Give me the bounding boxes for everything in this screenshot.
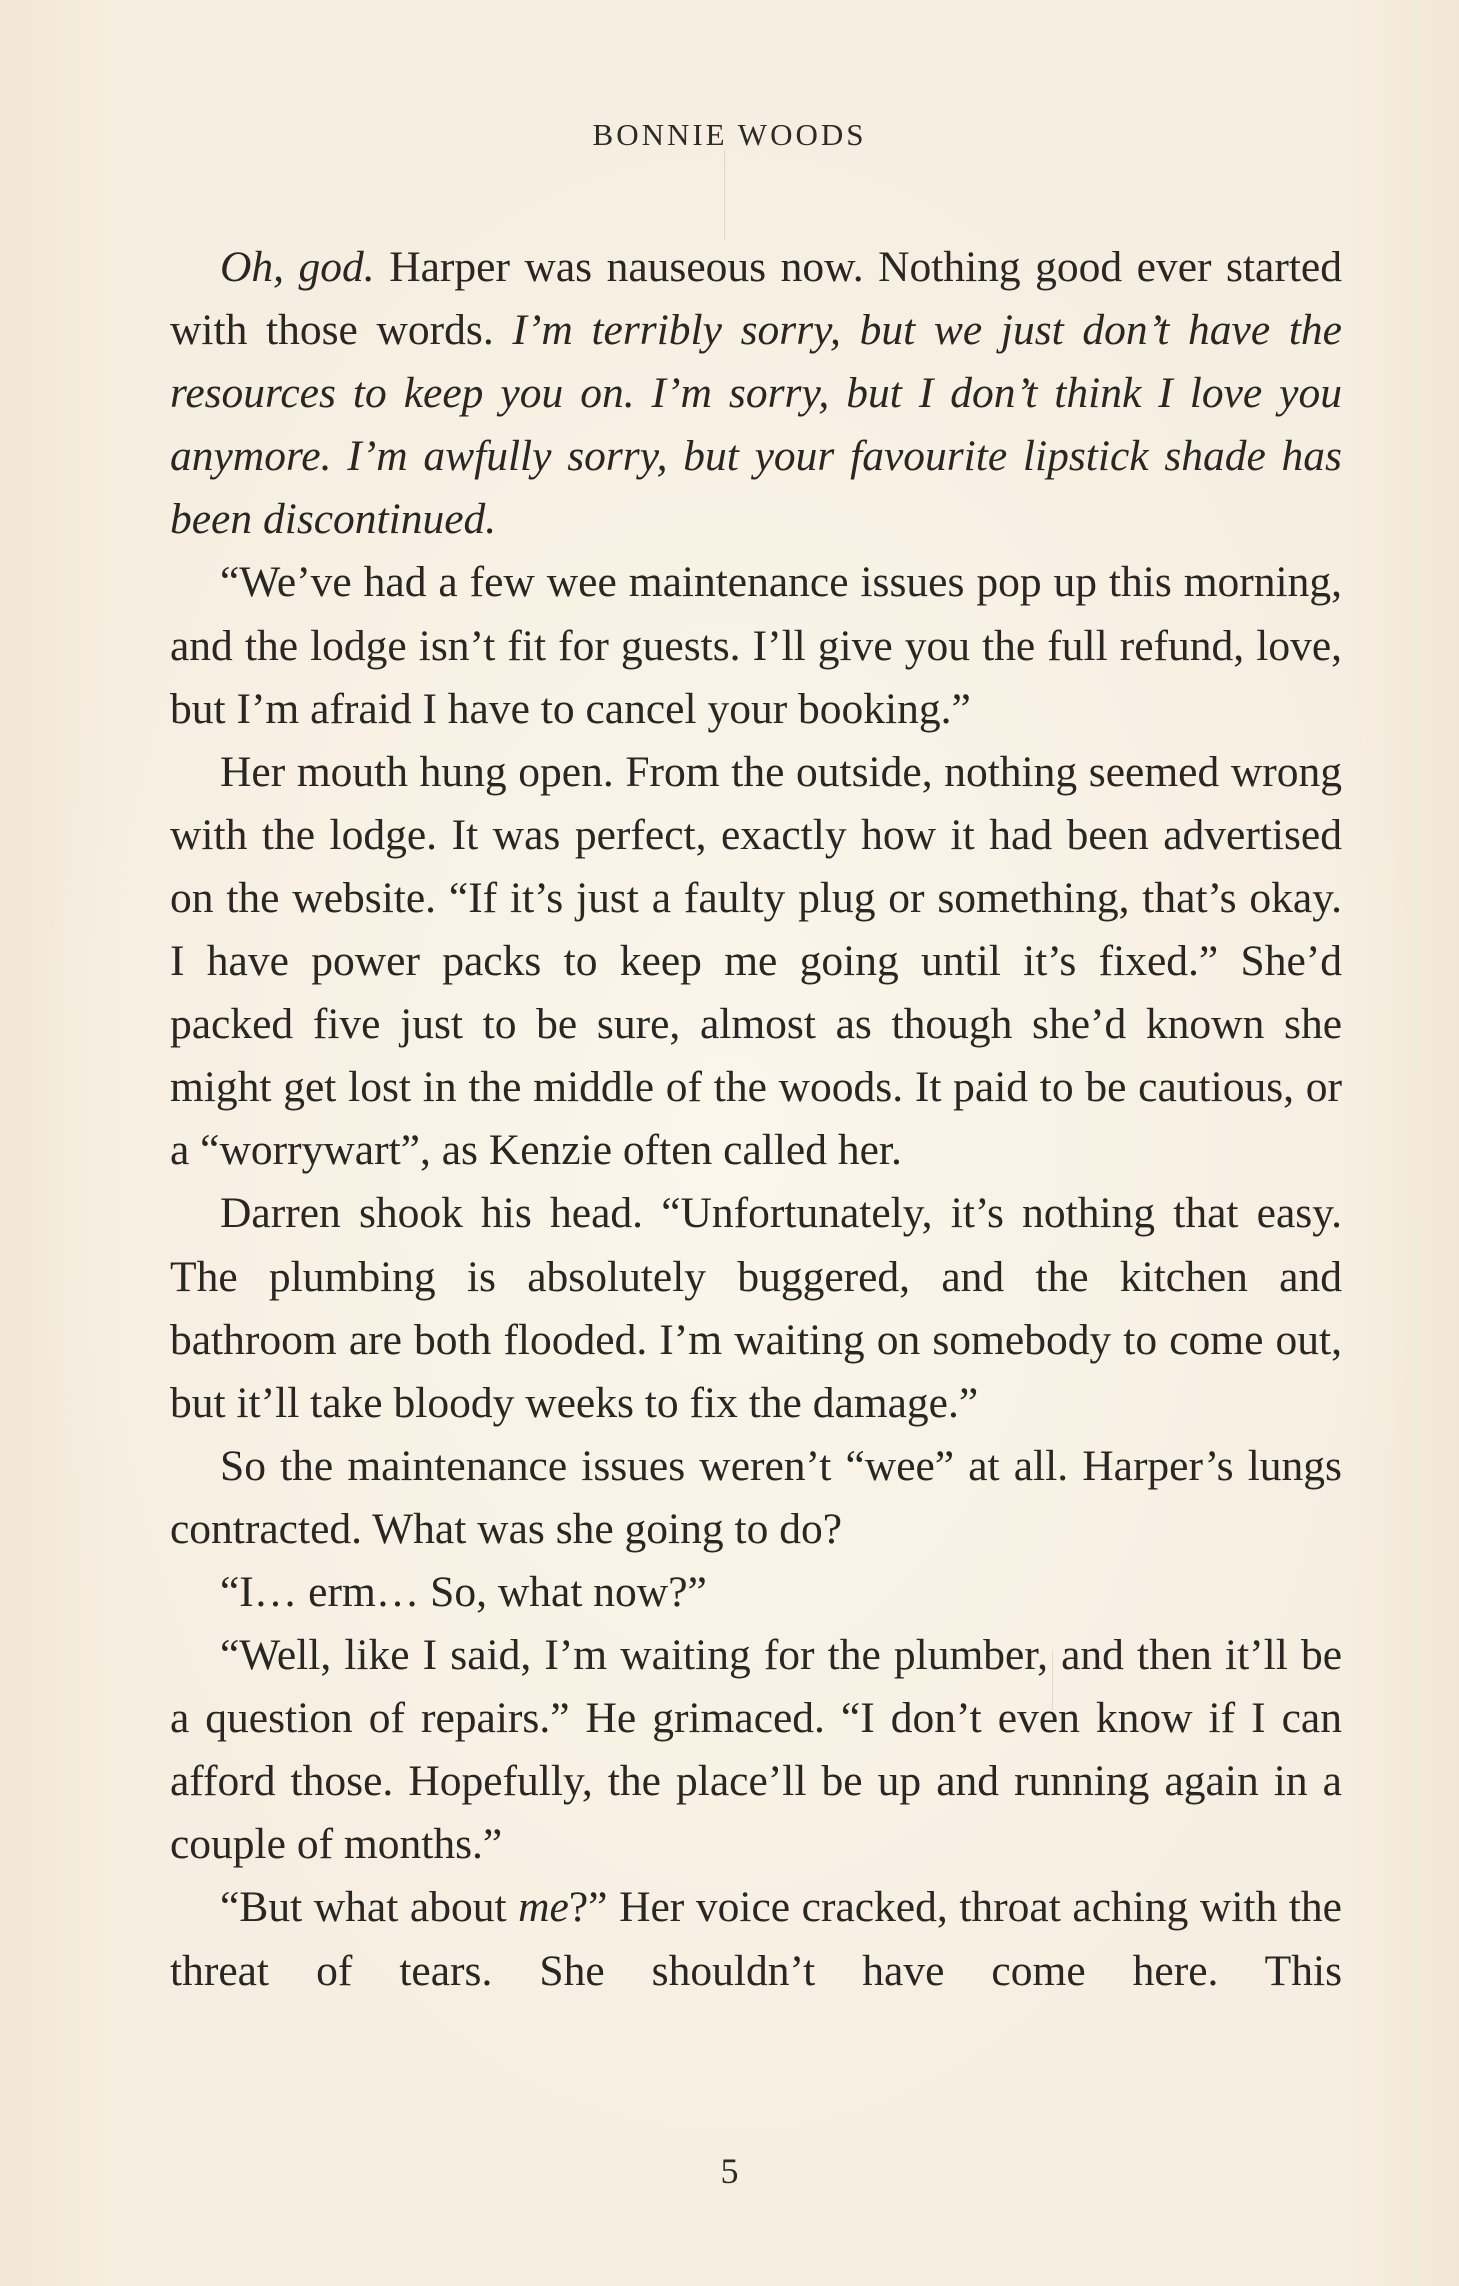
paragraph xyxy=(170,236,1342,551)
paragraph xyxy=(170,1624,1342,1876)
text-segment: Harper was nauseous now. Nothing good ever started with those words. xyxy=(170,243,1342,355)
paragraph xyxy=(170,1435,1342,1561)
text-segment: So the maintenance issues weren’t “wee” at all. Harper’s lungs contracted. What was she going to do? xyxy=(170,1441,1342,1553)
paragraph xyxy=(170,551,1342,740)
text-segment: “I… erm… So, what now?” xyxy=(220,1567,707,1616)
paragraph xyxy=(170,741,1342,1183)
text-segment: me xyxy=(518,1883,569,1932)
paragraph xyxy=(170,1561,1342,1624)
text-segment: I’m terribly sorry, but we just don’t have the resources to keep you on. I’m sorry, but I don’t think I love you anymore. I’m awfully sorry, but your favourite lipstick shade has been discontinued. xyxy=(170,306,1342,544)
page-number: 5 xyxy=(720,2151,739,2191)
scan-artifact xyxy=(1052,1650,1053,1710)
body-text xyxy=(170,236,1342,2003)
text-segment: “We’ve had a few wee maintenance issues pop up this morning, and the lodge isn’t fit for guests. I’ll give you the full refund, love, but I’m afraid I have to cancel your booking.” xyxy=(170,558,1342,733)
paragraph xyxy=(170,1182,1342,1434)
text-segment: Oh, god. xyxy=(220,243,375,291)
scan-artifact xyxy=(724,150,725,240)
text-segment: Her mouth hung open. From the outside, nothing seemed wrong with the lodge. It was perfect, exactly how it had been advertised on the website. “If it’s just a faulty plug or something, that’s okay. I have power packs to keep me going until it’s fixed.” She’d packed five just to be sure, almost as though she’d known she might get lost in the middle of the woods. It paid to be cautious, or a “worrywart”, as Kenzie often called her. xyxy=(170,747,1342,1175)
text-segment: ?” Her voice cracked, throat aching with the threat of tears. She shouldn’t have come here. This xyxy=(170,1883,1342,1995)
text-segment: “But what about xyxy=(220,1883,519,1932)
running-head: BONNIE WOODS xyxy=(592,117,867,152)
paragraph xyxy=(170,1876,1342,2002)
text-segment: Darren shook his head. “Unfortunately, it’s nothing that easy. The plumbing is absolutely buggered, and the kitchen and bathroom are both flooded. I’m waiting on somebody to come out, but it’ll take bloody weeks to fix the damage.” xyxy=(170,1189,1342,1427)
text-segment: “Well, like I said, I’m waiting for the plumber, and then it’ll be a question of repairs.” He grimaced. “I don’t even know if I can afford those. Hopefully, the place’ll be up and running again in a couple of months.” xyxy=(170,1631,1342,1869)
